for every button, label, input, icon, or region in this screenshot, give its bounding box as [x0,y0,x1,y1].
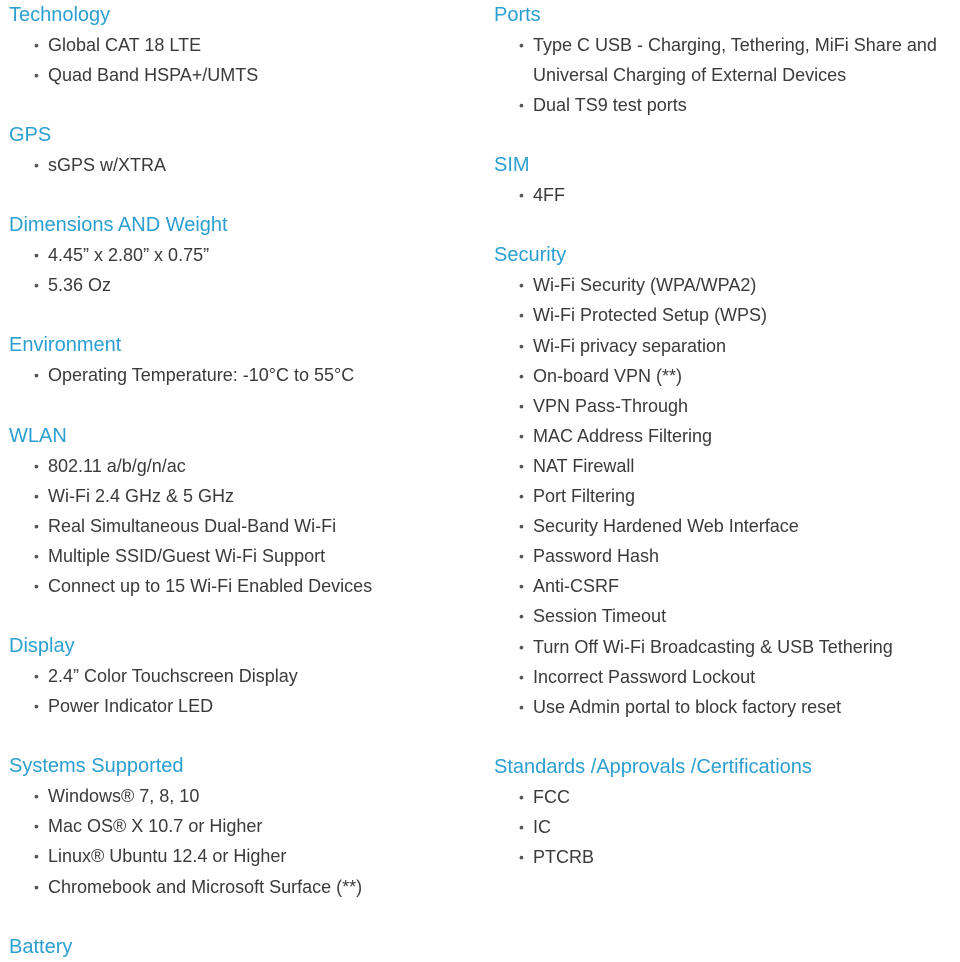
left-spec-column [9,0,479,962]
spec-list-item [9,481,479,511]
section-heading: Battery [9,935,73,958]
bullet-icon: • [34,878,39,895]
spec-section-gps [9,120,479,210]
spec-list-item [9,240,479,270]
spec-list [494,782,956,872]
section-heading: Systems Supported [9,755,184,778]
bullet-icon: • [34,517,39,534]
section-gap [9,300,479,330]
spec-item-text: Password Hash [533,546,660,567]
bullet-icon: • [34,247,39,264]
spec-section-systems-supported [9,751,479,931]
spec-list-item [494,571,956,601]
spec-item-text: Real Simultaneous Dual-Band Wi-Fi [48,515,337,536]
spec-list-item [494,451,956,481]
bullet-icon: • [519,668,524,685]
spec-section-wlan [9,421,479,631]
section-gap [9,721,479,751]
spec-section-display [9,631,479,751]
spec-list [9,451,479,601]
section-gap [9,902,479,932]
spec-item-text: Wi-Fi 2.4 GHz & 5 GHz [48,485,235,506]
spec-list-item [494,421,956,451]
spec-section-dimensions-and-weight [9,210,479,330]
spec-list-item [9,60,479,90]
section-heading: Technology [9,4,111,26]
bullet-icon: • [519,367,524,384]
bullet-icon: • [519,788,524,805]
spec-list-item [9,691,479,721]
spec-item-text: Quad Band HSPA+/UMTS [48,65,259,86]
spec-item-text: Mac OS® X 10.7 or Higher [48,816,263,837]
spec-list-item [9,511,479,541]
spec-item-text: 5.36 Oz [48,275,112,296]
bullet-icon: • [34,367,39,384]
spec-list-item [494,30,956,90]
spec-item-text: sGPS w/XTRA [48,155,167,176]
spec-list-item [9,270,479,300]
bullet-icon: • [519,277,524,294]
bullet-icon: • [34,37,39,53]
section-gap [494,120,956,150]
spec-list-item [494,361,956,391]
bullet-icon: • [519,337,524,354]
spec-item-text: Connect up to 15 Wi-Fi Enabled Devices [48,575,373,596]
spec-item-text: NAT Firewall [533,455,635,476]
spec-list-item [9,811,479,841]
spec-item-text: MAC Address Filtering [533,425,713,446]
section-heading: Dimensions AND Weight [9,214,228,237]
spec-list [9,661,479,721]
spec-list-item [494,782,956,812]
bullet-icon: • [519,307,524,324]
spec-list-item [9,360,479,390]
bullet-icon: • [519,187,524,204]
spec-list [494,30,956,120]
bullet-icon: • [34,487,39,504]
spec-list [494,270,956,721]
spec-list [9,360,479,390]
spec-list-item [9,150,479,180]
section-heading: GPS [9,124,52,147]
spec-list [9,781,479,901]
right-spec-column [494,0,956,872]
bullet-icon: • [519,397,524,414]
spec-list [494,180,956,210]
bullet-icon: • [34,818,39,835]
spec-section-ports [494,0,956,150]
spec-list-item [9,781,479,811]
spec-section-security [494,240,956,751]
bullet-icon: • [519,97,524,114]
bullet-icon: • [519,37,524,53]
spec-list-item [494,270,956,300]
section-heading: SIM [494,154,530,177]
spec-list-item [9,30,479,60]
bullet-icon: • [34,668,39,685]
spec-item-text: Session Timeout [533,606,667,627]
section-heading: Display [9,635,75,658]
spec-item-text: Wi-Fi privacy separation [533,335,727,356]
section-gap [494,210,956,240]
spec-item-text: Port Filtering [533,486,636,507]
spec-section-sim [494,150,956,240]
spec-item-text: Security Hardened Web Interface [533,516,799,537]
spec-list-item [494,662,956,692]
bullet-icon: • [34,577,39,594]
bullet-icon: • [34,788,39,805]
spec-item-text: Linux® Ubuntu 12.4 or Higher [48,846,287,867]
bullet-icon: • [519,548,524,565]
spec-item-text: Incorrect Password Lockout [533,666,756,687]
spec-item-text: IC [533,816,551,837]
bullet-icon: • [519,578,524,595]
spec-list [9,30,479,90]
spec-item-text: Operating Temperature: -10°C to 55°C [48,365,355,386]
spec-section-environment [9,330,479,420]
section-heading: Ports [494,4,541,26]
bullet-icon: • [519,518,524,535]
section-heading: Standards /Approvals /Certifications [494,755,812,778]
spec-list-item [494,391,956,421]
bullet-icon: • [519,427,524,444]
spec-item-text: FCC [533,786,570,807]
spec-item-text: 802.11 a/b/g/n/ac [48,455,186,476]
spec-item-text: Wi-Fi Protected Setup (WPS) [533,305,768,326]
bullet-icon: • [34,457,39,474]
spec-list [9,240,479,300]
spec-list-item [9,841,479,871]
spec-item-text: PTCRB [533,846,595,867]
spec-list-item [9,661,479,691]
spec-item-text: Use Admin portal to block factory reset [533,696,842,717]
section-gap [9,90,479,120]
spec-item-text: On-board VPN (**) [533,365,683,386]
section-heading: WLAN [9,424,67,447]
bullet-icon: • [34,157,39,174]
spec-list-item [494,692,956,722]
section-gap [9,601,479,631]
spec-list-item [494,331,956,361]
spec-list-item [494,511,956,541]
spec-item-text: Type C USB - Charging, Tethering, MiFi Share and Universal Charging of External Devices [533,35,937,86]
spec-item-text: Multiple SSID/Guest Wi-Fi Support [48,545,326,566]
spec-section-technology [9,0,479,120]
section-gap [494,722,956,752]
spec-item-text: Wi-Fi Security (WPA/WPA2) [533,275,757,296]
bullet-icon: • [519,488,524,505]
spec-list-item [494,180,956,210]
bullet-icon: • [34,547,39,564]
spec-item-text: 2.4” Color Touchscreen Display [48,666,298,687]
bullet-icon: • [34,848,39,865]
bullet-icon: • [519,848,524,865]
spec-item-text: Dual TS9 test ports [533,95,687,116]
bullet-icon: • [519,638,524,655]
spec-list-item [494,300,956,330]
bullet-icon: • [34,67,39,84]
bullet-icon: • [519,818,524,835]
spec-item-text: Global CAT 18 LTE [48,35,202,55]
spec-list-item [9,541,479,571]
bullet-icon: • [519,608,524,625]
spec-section-standards-approvals-certifications [494,752,956,872]
spec-list-item [494,842,956,872]
bullet-icon: • [519,698,524,715]
spec-list-item [9,571,479,601]
spec-list-item [494,541,956,571]
spec-list-item [9,872,479,902]
spec-list-item [494,632,956,662]
spec-section-battery [9,932,479,962]
spec-item-text: Turn Off Wi-Fi Broadcasting & USB Tethering [533,636,893,657]
bullet-icon: • [519,457,524,474]
spec-list [9,150,479,180]
spec-list-item [494,481,956,511]
spec-list-item [494,90,956,120]
spec-item-text: 4.45” x 2.80” x 0.75” [48,245,210,266]
spec-list-item [494,601,956,631]
spec-item-text: Windows® 7, 8, 10 [48,786,200,807]
bullet-icon: • [34,698,39,715]
spec-item-text: VPN Pass-Through [533,395,689,416]
spec-list-item [494,812,956,842]
section-heading: Environment [9,334,122,357]
bullet-icon: • [34,277,39,294]
spec-item-text: Anti-CSRF [533,576,620,597]
section-gap [9,180,479,210]
section-heading: Security [494,244,567,267]
section-gap [9,391,479,421]
spec-item-text: Power Indicator LED [48,696,214,717]
spec-item-text: 4FF [533,185,566,206]
spec-item-text: Chromebook and Microsoft Surface (**) [48,876,363,897]
spec-list-item [9,451,479,481]
